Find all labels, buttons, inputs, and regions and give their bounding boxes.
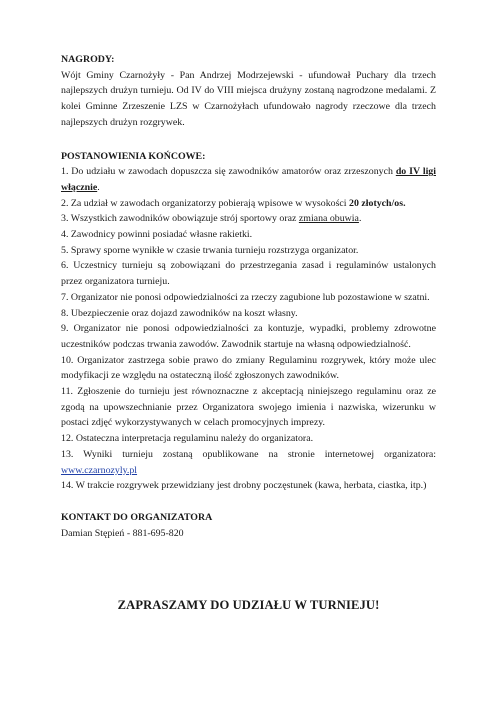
contact-heading: KONTAKT DO ORGANIZATORA <box>61 511 213 523</box>
section-gap <box>61 131 436 149</box>
provision-item-8: 8. Ubezpieczenie oraz dojazd zawodników na koszt własny. <box>61 307 298 319</box>
provision-3-emphasis: zmiana obuwia <box>298 213 359 225</box>
provision-2-text: 2. Za udział w zawodach organizatorzy pobierają wpisowe w wysokości <box>61 197 350 209</box>
final-provisions-section <box>61 149 436 494</box>
provision-item-10: 10. Organizator zastrzega sobie prawo do zmiany Regulaminu rozgrywek, który może ulec modyfikacji ze względu na ostateczną ilość zgłoszonych zawodników. <box>61 354 436 382</box>
provision-item-4: 4. Zawodnicy powinni posiadać własne rakietki. <box>61 229 253 241</box>
provision-item-12: 12. Ostateczna interpretacja regulaminu należy do organizatora. <box>61 433 314 445</box>
provision-item-7: 7. Organizator nie ponosi odpowiedzialności za rzeczy zagubione lub pozostawione w szatni. <box>61 291 430 303</box>
organizer-website-link[interactable]: www.czarnozyly.pl <box>61 464 138 476</box>
contact-section <box>61 510 436 541</box>
provision-1-tail: . <box>97 181 100 193</box>
provisions-list <box>61 164 436 494</box>
provision-item-14: 14. W trakcie rozgrywek przewidziany jest drobny poczęstunek (kawa, herbata, ciastka, itp.) <box>61 480 427 492</box>
provision-1-text: 1. Do udziału w zawodach dopuszcza się zawodników amatorów oraz zrzeszonych <box>61 166 396 178</box>
section-gap <box>61 494 436 510</box>
provision-item-9: 9. Organizator nie ponosi odpowiedzialności za kontuzje, wypadki, problemy zdrowotne uczestników podczas trwania zawodów. Zawodnik startuje na własną odpowiedzialność. <box>61 323 436 350</box>
provision-item-6: 6. Uczestnicy turnieju są zobowiązani do przestrzegania zasad i regulaminów ustalonych przez organizatora turnieju. <box>61 260 436 288</box>
provision-item-11: 11. Zgłoszenie do turnieju jest równoznaczne z akceptacją niniejszego regulaminu oraz ze zgodą na upowszechnianie przez Organizatora swojego imienia i nazwiska, wizerunku w postaci zdjęć wykorzystywanych w celach promocyjnych imprezy. <box>61 386 436 429</box>
contact-person: Damian Stępień - 881-695-820 <box>61 527 184 539</box>
provision-3-text: 3. Wszystkich zawodników obowiązuje strój sportowy oraz <box>61 213 299 225</box>
awards-heading: NAGRODY: <box>61 54 115 65</box>
provision-item-13 <box>61 447 436 478</box>
provision-13-text: 13. Wyniki turnieju zostaną opublikowane na stronie internetowej organizatora: <box>61 448 436 460</box>
provision-3-tail: . <box>358 213 362 225</box>
awards-text: Wójt Gminy Czarnożyły - Pan Andrzej Modrzejewski - ufundował Puchary dla trzech najlepszych drużyn turnieju. Od IV do VIII miejsca drużyny zostaną nagrodzone medalami. Z kolei Gminne Zrzeszenie LZS w Czarnożyłach ufundowało nagrody rzeczowe dla trzech najlepszych drużyn rozgrywek. <box>61 69 436 128</box>
final-provisions-heading: POSTANOWIENIA KOŃCOWE: <box>61 150 206 162</box>
closing-invitation: ZAPRASZAMY DO UDZIAŁU W TURNIEJU! <box>117 598 380 612</box>
provision-2-fee: 20 złotych/os. <box>349 197 406 209</box>
provision-1-emphasis: do IV ligi włącznie <box>61 166 436 193</box>
provision-item-1 <box>61 164 436 195</box>
awards-section <box>61 52 436 131</box>
provision-item-3 <box>61 211 436 227</box>
document-page <box>61 52 436 541</box>
provision-item-2 <box>61 196 436 212</box>
provision-item-5: 5. Sprawy sporne wynikłe w czasie trwania turnieju rozstrzyga organizator. <box>61 244 359 256</box>
